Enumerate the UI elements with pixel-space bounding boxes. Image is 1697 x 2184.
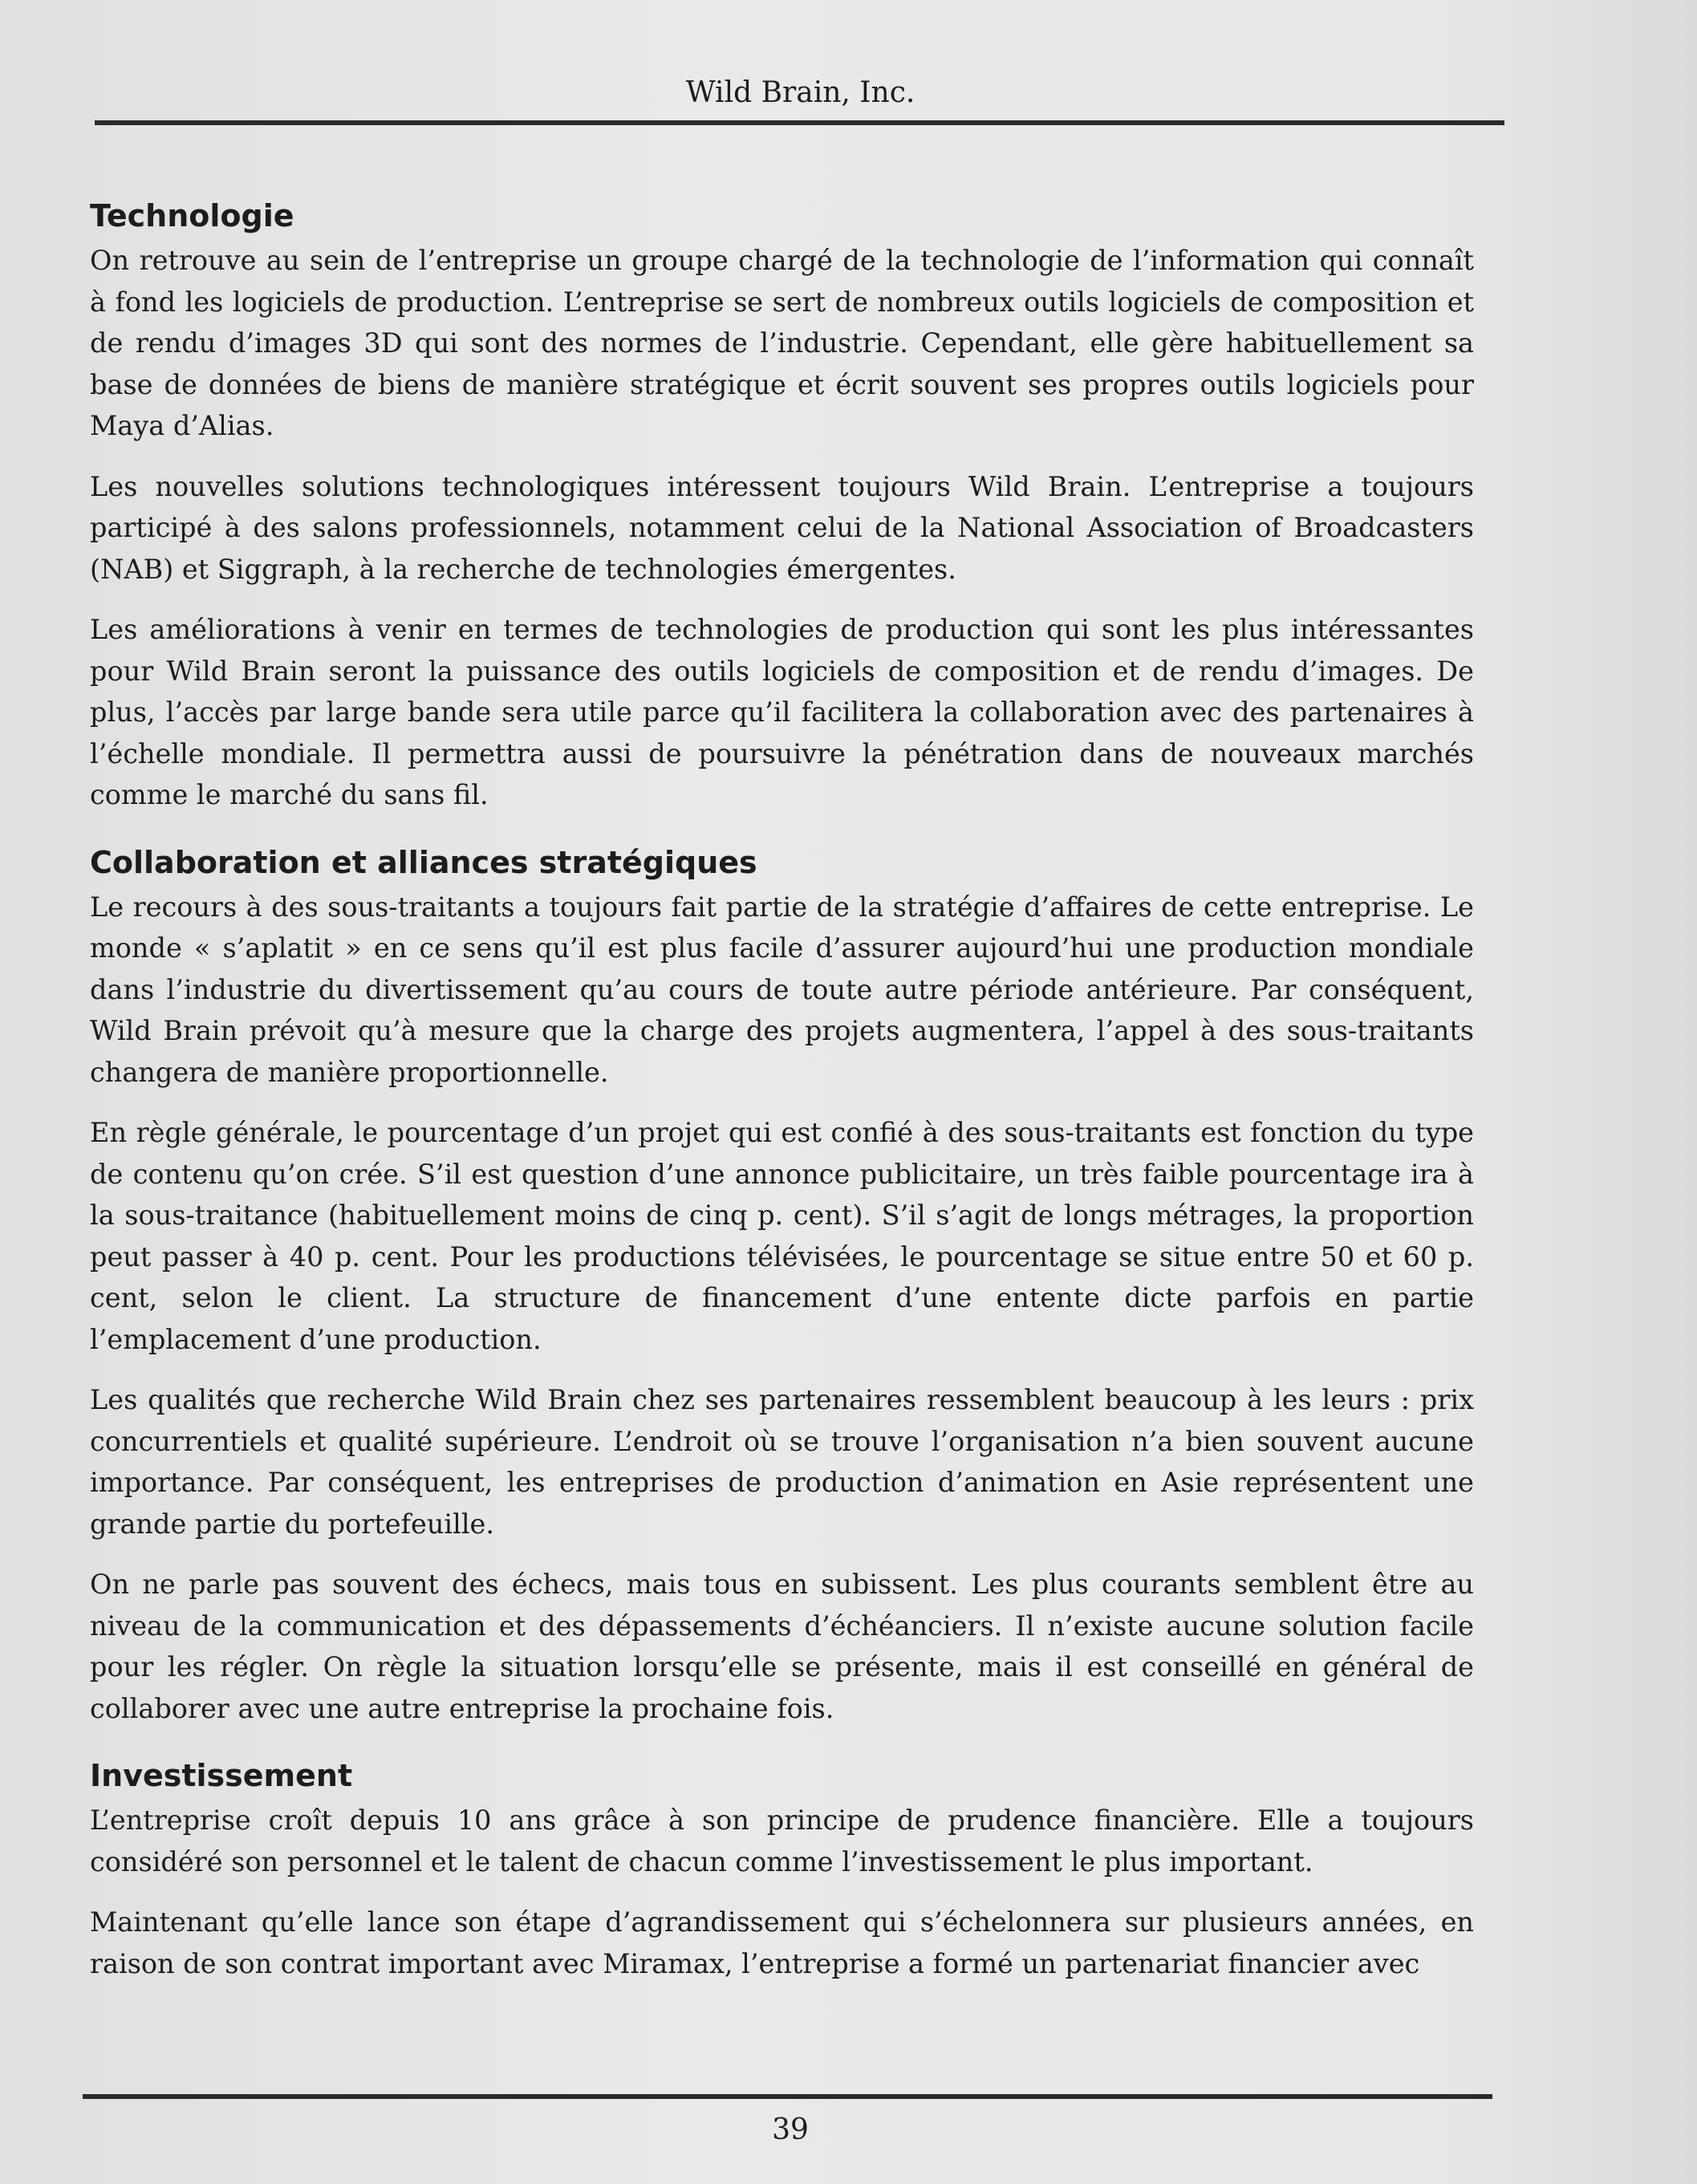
page-number: 39 [772,2113,809,2146]
section-technologie [90,197,1474,816]
paragraph: En règle générale, le pourcentage d’un projet qui est confié à des sous-traitants est fonction du type de contenu qu’on crée. S’il est question d’une annonce publicitaire, un très faible pourcentage ira à la sous-traitance (habituellement moins de cinq p. cent). S’il s’agit de longs métrages, la proportion peut passer à 40 p. cent. Pour les productions télévisées, le pourcentage se situe entre 50 et 60 p. cent, selon le client. La structure de financement d’une entente dicte parfois en partie l’emplacement d’une production. [90,1117,1474,1355]
header-rule [95,120,1504,125]
paragraph: L’entreprise croît depuis 10 ans grâce à son principe de prudence financière. Elle a toujours considéré son personnel et le talent de chacun comme l’investissement le plus important. [90,1804,1474,1878]
section-investissement [90,1756,1474,1984]
section-heading: Technologie [90,198,294,233]
paragraph: Maintenant qu’elle lance son étape d’agrandissement qui s’échelonnera sur plusieurs années, en raison de son contrat important avec Miramax, l’entreprise a formé un partenariat financier avec [90,1906,1474,1979]
section-heading: Investissement [90,1758,353,1793]
page-body [90,197,1474,2003]
paragraph: On ne parle pas souvent des échecs, mais tous en subissent. Les plus courants semblent être au niveau de la communication et des dépassements d’échéanciers. Il n’existe aucune solution facile pour les régler. On règle la situation lorsqu’elle se présente, mais il est conseillé en général de collaborer avec une autre entreprise la prochaine fois. [90,1569,1474,1724]
running-header: Wild Brain, Inc. [685,76,915,109]
paragraph: Les qualités que recherche Wild Brain chez ses partenaires ressemblent beaucoup à les leurs : prix concurrentiels et qualité supérieure. L’endroit où se trouve l’organisation n’a bien souvent aucune importance. Par conséquent, les entreprises de production d’animation en Asie représentent une grande partie du portefeuille. [90,1384,1474,1540]
paragraph: On retrouve au sein de l’entreprise un groupe chargé de la technologie de l’information qui connaît à fond les logiciels de production. L’entreprise se sert de nombreux outils logiciels de composition et de rendu d’images 3D qui sont des normes de l’industrie. Cependant, elle gère habituellement sa base de données de biens de manière stratégique et écrit souvent ses propres outils logiciels pour Maya d’Alias. [90,245,1474,441]
section-heading: Collaboration et alliances stratégiques [90,844,757,880]
section-collaboration [90,843,1474,1730]
paragraph: Les améliorations à venir en termes de technologies de production qui sont les plus intéressantes pour Wild Brain seront la puissance des outils logiciels de composition et de rendu d’images. De plus, l’accès par large bande sera utile parce qu’il facilitera la collaboration avec des partenaires à l’échelle mondiale. Il permettra aussi de poursuivre la pénétration dans de nouveaux marchés comme le marché du sans fil. [90,614,1474,810]
paragraph: Le recours à des sous-traitants a toujours fait partie de la stratégie d’affaires de cette entreprise. Le monde « s’aplatit » en ce sens qu’il est plus facile d’assurer aujourd’hui une production mondiale dans l’industrie du divertissement qu’au cours de toute autre période antérieure. Par conséquent, Wild Brain prévoit qu’à mesure que la charge des projets augmentera, l’appel à des sous-traitants changera de manière proportionnelle. [90,891,1474,1088]
footer-rule [83,2094,1492,2099]
paragraph: Les nouvelles solutions technologiques intéressent toujours Wild Brain. L’entreprise a toujours participé à des salons professionnels, notamment celui de la National Association of Broadcasters (NAB) et Siggraph, à la recherche de technologies émergentes. [90,470,1474,585]
